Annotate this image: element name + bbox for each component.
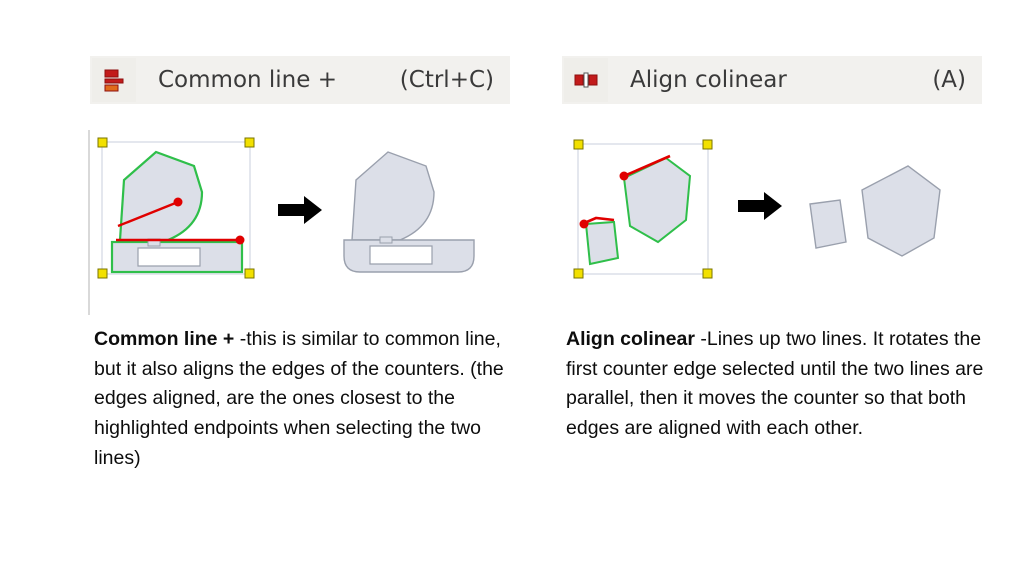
common-line-plus-icon xyxy=(92,58,136,102)
description-body-align-colinear: -Lines up two lines. It rotates the first counter edge selected until the two lines are parallel, then it moves the counter so that both edges are aligned with each other. xyxy=(566,328,984,439)
right-arrow-icon xyxy=(278,196,322,224)
align-colinear-icon xyxy=(564,58,608,102)
menu-label-align-colinear: Align colinear xyxy=(630,67,787,93)
menu-shortcut-common-line-plus: (Ctrl+C) xyxy=(399,67,494,93)
right-arrow-icon xyxy=(738,192,782,220)
menu-item-align-colinear[interactable] xyxy=(562,56,982,104)
figure-align-colinear xyxy=(562,130,982,310)
description-common-line-plus xyxy=(94,325,514,473)
figure-common-line-plus xyxy=(90,130,510,310)
description-body-common-line-plus: -this is similar to common line, but it also aligns the edges of the counters. (the edges aligned, are the ones closest to the highlighted endpoints when selecting the two lines) xyxy=(94,328,504,469)
description-title-align-colinear: Align colinear xyxy=(566,328,701,350)
menu-shortcut-align-colinear: (A) xyxy=(932,67,966,93)
description-title-common-line-plus: Common line + xyxy=(94,328,240,350)
column-common-line-plus xyxy=(70,0,540,576)
menu-item-common-line-plus[interactable] xyxy=(90,56,510,104)
description-align-colinear xyxy=(566,325,986,444)
column-align-colinear xyxy=(542,0,1012,576)
menu-label-common-line-plus: Common line + xyxy=(158,67,337,93)
